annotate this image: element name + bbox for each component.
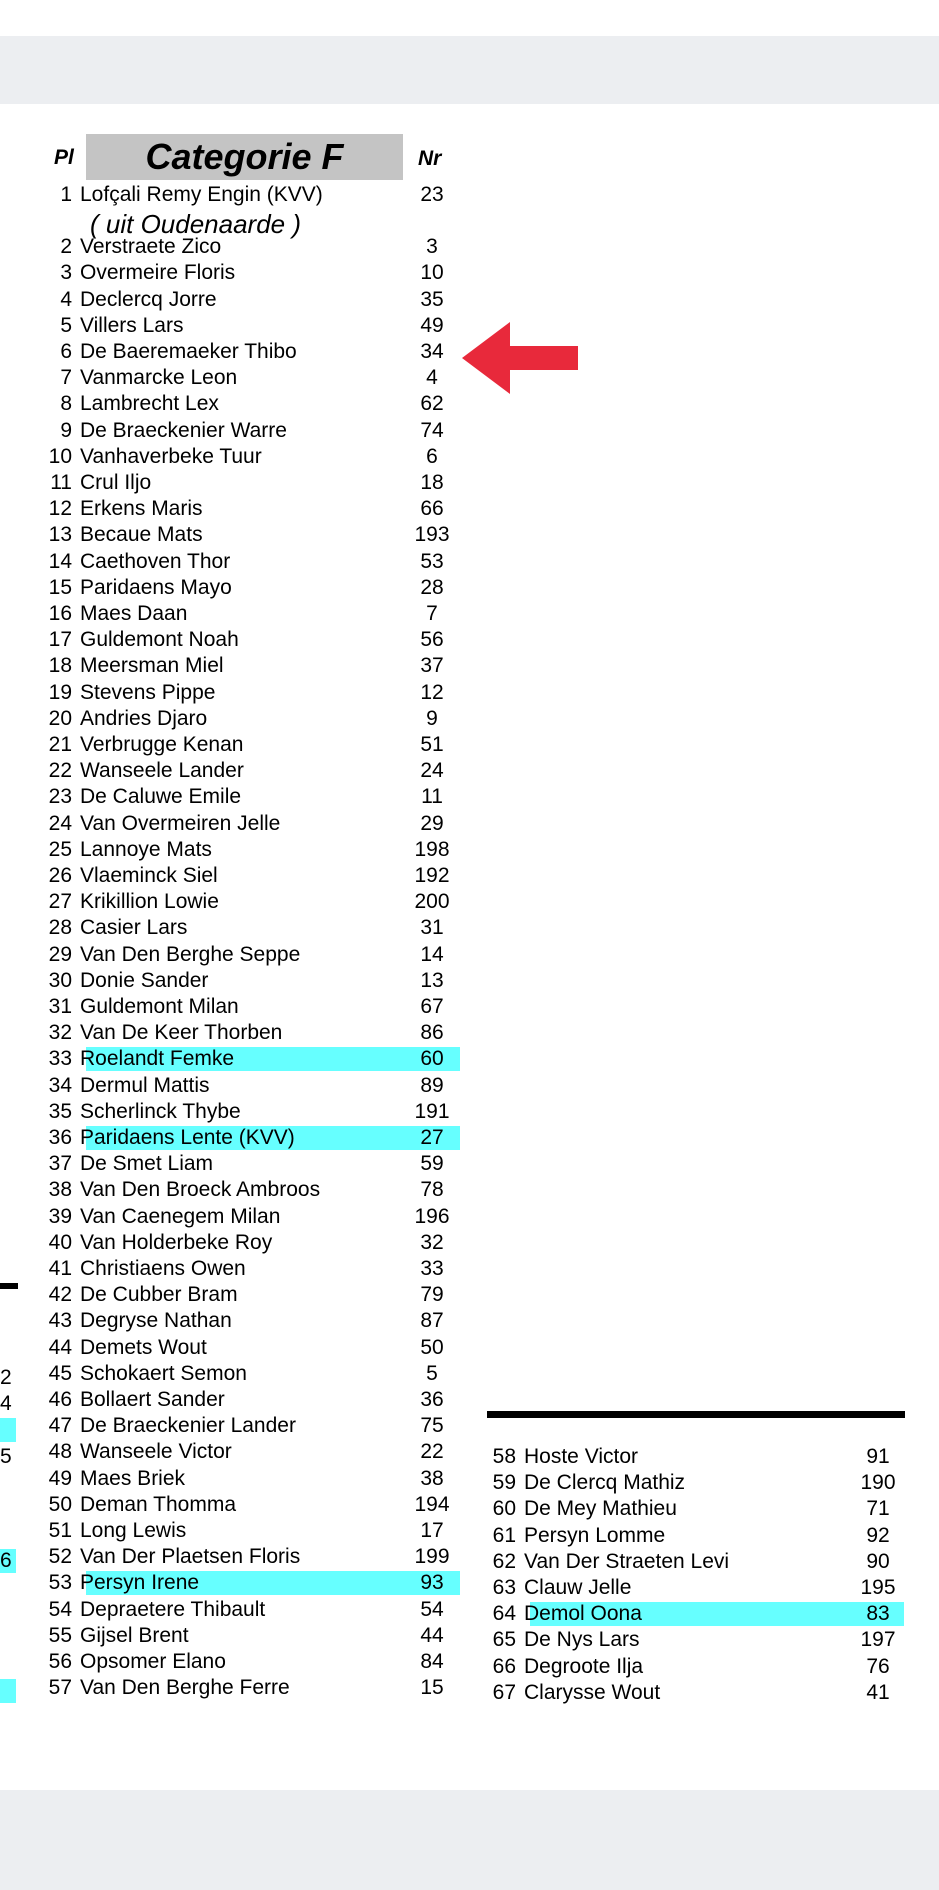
place-number: 43 [48, 1309, 72, 1333]
rider-name: De Smet Liam [80, 1152, 214, 1176]
bib-number: 54 [420, 1597, 444, 1621]
bib-number: 66 [420, 497, 444, 521]
place-number: 33 [48, 1047, 72, 1071]
place-number: 20 [48, 706, 72, 730]
place-number: 37 [48, 1152, 72, 1176]
result-row [44, 602, 464, 626]
rider-name: Persyn Lomme [524, 1523, 666, 1547]
place-number: 7 [60, 366, 72, 390]
bib-number: 197 [860, 1628, 896, 1652]
rider-name: Casier Lars [80, 916, 188, 940]
bib-number: 37 [420, 654, 444, 678]
place-number: 12 [48, 497, 72, 521]
rider-name: Andries Djaro [80, 706, 208, 730]
bib-number: 9 [426, 706, 438, 730]
result-row [488, 1576, 908, 1600]
result-row [44, 497, 464, 521]
bib-number: 13 [420, 968, 444, 992]
bib-number: 23 [420, 183, 444, 206]
place-number: 5 [60, 313, 72, 337]
place-number: 50 [48, 1492, 72, 1516]
rider-name: Degryse Nathan [80, 1309, 232, 1333]
rider-name: Maes Briek [80, 1466, 186, 1490]
rider-name: Becaue Mats [80, 523, 203, 547]
bib-number: 75 [420, 1414, 444, 1438]
rider-name: De Caluwe Emile [80, 785, 242, 809]
rider-name: Maes Daan [80, 602, 188, 625]
place-number: 16 [48, 602, 72, 625]
bib-number: 84 [420, 1650, 444, 1673]
place-number: 6 [60, 340, 72, 363]
bib-number: 22 [420, 1440, 444, 1464]
left-edge-fragment: 6 [0, 1549, 12, 1572]
place-number: 30 [48, 968, 72, 992]
rider-name: Villers Lars [80, 313, 184, 337]
bib-number: 3 [426, 235, 438, 259]
place-number: 26 [48, 864, 72, 887]
place-number: 56 [48, 1650, 72, 1673]
rider-name: Degroote Ilja [524, 1654, 644, 1678]
left-arrow-icon [462, 322, 578, 394]
result-row [488, 1524, 908, 1548]
rider-name: Lofçali Remy Engin (KVV) [80, 183, 323, 206]
result-row [488, 1655, 908, 1679]
place-number: 23 [48, 785, 72, 809]
rider-name: Donie Sander [80, 968, 209, 992]
place-number: 1 [60, 183, 72, 206]
rider-name: De Braeckenier Warre [80, 418, 287, 442]
result-row [44, 1021, 464, 1045]
rider-name: Roelandt Femke [80, 1047, 235, 1071]
result-row [44, 916, 464, 940]
result-row [44, 1257, 464, 1281]
left-edge-dash [0, 1283, 18, 1289]
place-number: 61 [492, 1523, 516, 1547]
bib-number: 7 [426, 602, 438, 625]
place-number: 57 [48, 1676, 72, 1700]
result-row [44, 1650, 464, 1674]
bib-number: 15 [420, 1676, 444, 1700]
result-row [488, 1445, 908, 1469]
place-number: 55 [48, 1623, 72, 1647]
place-number: 22 [48, 759, 72, 783]
result-row [44, 1676, 464, 1700]
result-row [44, 1126, 464, 1150]
top-band [0, 0, 939, 36]
place-number: 25 [48, 837, 72, 861]
rider-name: Van Caenegem Milan [80, 1204, 281, 1228]
place-number: 15 [48, 575, 72, 599]
rider-name: Guldemont Milan [80, 995, 239, 1018]
place-number: 31 [48, 995, 72, 1018]
result-row [44, 838, 464, 862]
result-row [488, 1681, 908, 1705]
result-row [44, 1152, 464, 1176]
bib-number: 91 [866, 1445, 890, 1468]
rider-name: Christiaens Owen [80, 1257, 246, 1280]
rider-name: Paridaens Lente (KVV) [80, 1126, 295, 1149]
place-number: 18 [48, 654, 72, 678]
result-row [44, 759, 464, 783]
rider-name: Demol Oona [524, 1602, 642, 1626]
result-row [44, 1100, 464, 1124]
place-number: 58 [492, 1445, 516, 1468]
left-edge-fragment: 2 [0, 1366, 12, 1389]
bib-number: 11 [421, 785, 443, 809]
rider-name: De Mey Mathieu [524, 1497, 677, 1521]
rider-name: De Braeckenier Lander [80, 1414, 296, 1438]
result-row [488, 1602, 908, 1626]
result-row [44, 733, 464, 757]
rider-name: Overmeire Floris [80, 261, 236, 285]
result-row [44, 864, 464, 888]
bib-number: 193 [414, 523, 450, 547]
place-number: 59 [492, 1471, 516, 1495]
bib-number: 74 [420, 418, 444, 442]
bib-number: 87 [420, 1309, 444, 1333]
result-row [44, 1493, 464, 1517]
bib-number: 196 [414, 1204, 450, 1228]
result-row [44, 366, 464, 390]
result-row [44, 1414, 464, 1438]
rider-name: Schokaert Semon [80, 1361, 247, 1385]
rider-name: Van Der Plaetsen Floris [80, 1545, 301, 1569]
result-row [44, 340, 464, 364]
rider-name: Depraetere Thibault [80, 1597, 266, 1621]
result-row [44, 1231, 464, 1255]
place-number: 9 [60, 418, 72, 442]
rider-name: Van Den Berghe Seppe [80, 942, 301, 966]
rider-name: Stevens Pippe [80, 680, 216, 704]
bib-number: 17 [420, 1519, 444, 1542]
place-number: 63 [492, 1576, 516, 1599]
result-row [44, 261, 464, 285]
place-number: 60 [492, 1497, 516, 1521]
result-row [44, 1624, 464, 1648]
bib-number: 31 [420, 916, 444, 940]
rider-name: De Cubber Bram [80, 1283, 238, 1307]
bib-number: 59 [420, 1152, 444, 1176]
rider-name: Lambrecht Lex [80, 392, 219, 416]
place-number: 36 [48, 1126, 72, 1149]
result-row [44, 707, 464, 731]
place-number: 21 [48, 733, 72, 756]
number-column-header: Nr [418, 147, 442, 170]
rider-name: De Nys Lars [524, 1628, 640, 1652]
place-number: 67 [492, 1680, 516, 1704]
place-number: 64 [492, 1602, 516, 1626]
bib-number: 60 [420, 1047, 444, 1071]
result-row [44, 1467, 464, 1491]
rider-name: Persyn Irene [80, 1571, 200, 1595]
bib-number: 86 [420, 1021, 444, 1045]
result-row [44, 1571, 464, 1595]
bib-number: 53 [420, 549, 444, 573]
rider-name: Opsomer Elano [80, 1650, 226, 1673]
place-number: 44 [48, 1335, 72, 1359]
place-number: 19 [48, 680, 72, 704]
rider-name: Meersman Miel [80, 654, 224, 678]
place-number: 17 [48, 628, 72, 652]
place-number: 51 [48, 1519, 72, 1542]
bib-number: 34 [420, 340, 444, 363]
place-number: 13 [48, 523, 72, 547]
bib-number: 51 [420, 733, 444, 756]
bib-number: 14 [420, 942, 444, 966]
place-column-header: Pl [54, 146, 74, 169]
left-edge-highlight [0, 1418, 16, 1442]
place-number: 45 [48, 1361, 72, 1385]
place-number: 8 [60, 392, 72, 416]
place-number: 41 [48, 1257, 72, 1280]
result-row [44, 681, 464, 705]
bib-number: 49 [420, 313, 444, 337]
place-number: 49 [48, 1466, 72, 1490]
place-number: 47 [48, 1414, 72, 1438]
bib-number: 192 [414, 864, 450, 887]
bib-number: 78 [420, 1178, 444, 1202]
rider-name: Bollaert Sander [80, 1388, 225, 1411]
category-title: Categorie F [86, 134, 403, 180]
bib-number: 18 [420, 471, 444, 494]
rider-name: De Clercq Mathiz [524, 1471, 686, 1495]
place-number: 27 [48, 890, 72, 914]
bib-number: 24 [420, 759, 444, 783]
place-number: 38 [48, 1178, 72, 1202]
rider-name: Verbrugge Kenan [80, 733, 244, 756]
rider-name: De Baeremaeker Thibo [80, 340, 297, 363]
rider-name: Verstraete Zico [80, 235, 222, 259]
bib-number: 76 [866, 1654, 890, 1678]
result-row [44, 890, 464, 914]
bib-number: 35 [420, 287, 444, 311]
bib-number: 62 [420, 392, 444, 416]
rider-name: Demets Wout [80, 1335, 207, 1359]
place-number: 34 [48, 1073, 72, 1097]
rider-name: Scherlinck Thybe [80, 1099, 241, 1123]
rider-name: Caethoven Thor [80, 549, 231, 573]
bib-number: 199 [414, 1545, 450, 1569]
result-row [44, 1336, 464, 1360]
rider-name: Long Lewis [80, 1519, 187, 1542]
rider-name: Hoste Victor [524, 1445, 638, 1468]
rider-name: Guldemont Noah [80, 628, 239, 652]
result-row [44, 392, 464, 416]
result-row [44, 1047, 464, 1071]
result-row [488, 1471, 908, 1495]
place-number: 46 [48, 1388, 72, 1411]
result-row [44, 1178, 464, 1202]
result-row [44, 523, 464, 547]
bib-number: 93 [420, 1571, 444, 1595]
place-number: 24 [48, 811, 72, 835]
rider-name: Krikillion Lowie [80, 890, 219, 914]
result-row [44, 654, 464, 678]
bib-number: 50 [420, 1335, 444, 1359]
bib-number: 32 [420, 1230, 444, 1254]
place-number: 39 [48, 1204, 72, 1228]
bib-number: 29 [420, 811, 444, 835]
bib-number: 67 [420, 995, 444, 1018]
bib-number: 200 [414, 890, 450, 914]
bib-number: 10 [420, 261, 444, 285]
rider-name: Wanseele Victor [80, 1440, 232, 1464]
left-edge-highlight [0, 1549, 16, 1573]
rider-name: Vlaeminck Siel [80, 864, 218, 887]
result-row [44, 1388, 464, 1412]
origin-note: ( uit Oudenaarde ) [90, 209, 302, 239]
place-number: 3 [60, 261, 72, 285]
bib-number: 41 [866, 1680, 890, 1704]
rider-name: Clarysse Wout [524, 1680, 661, 1704]
rider-name: Van Overmeiren Jelle [80, 811, 281, 835]
place-number: 66 [492, 1654, 516, 1678]
result-row [44, 1362, 464, 1386]
result-row [44, 550, 464, 574]
result-row [44, 576, 464, 600]
bib-number: 190 [860, 1471, 896, 1495]
result-row [44, 1205, 464, 1229]
result-row [44, 628, 464, 652]
rider-name: Van Den Broeck Ambroos [80, 1178, 321, 1202]
result-row [488, 1628, 908, 1652]
rider-name: Clauw Jelle [524, 1576, 632, 1599]
left-edge-highlight [0, 1679, 16, 1703]
rider-name: Dermul Mattis [80, 1073, 210, 1097]
rider-name: Van De Keer Thorben [80, 1021, 283, 1045]
rider-name: Wanseele Lander [80, 759, 244, 783]
bib-number: 195 [860, 1576, 896, 1599]
bib-number: 198 [414, 837, 450, 861]
bib-number: 71 [866, 1497, 890, 1521]
left-edge-fragment: 4 [0, 1392, 12, 1415]
result-row [44, 1283, 464, 1307]
rider-name: Paridaens Mayo [80, 575, 232, 599]
place-number: 48 [48, 1440, 72, 1464]
result-row [44, 314, 464, 338]
left-edge-fragment: 5 [0, 1445, 12, 1468]
bib-number: 89 [420, 1073, 444, 1097]
rider-name: Van Der Straeten Levi [524, 1549, 730, 1573]
bib-number: 12 [420, 680, 444, 704]
bib-number: 92 [866, 1523, 890, 1547]
result-row [44, 1074, 464, 1098]
bib-number: 83 [866, 1602, 890, 1626]
bib-number: 56 [420, 628, 444, 652]
rider-name: Van Holderbeke Roy [80, 1230, 273, 1254]
place-number: 11 [50, 471, 72, 494]
bib-number: 191 [414, 1099, 450, 1123]
result-row [44, 1440, 464, 1464]
rider-name: Declercq Jorre [80, 287, 217, 311]
result-row [44, 969, 464, 993]
place-number: 29 [48, 942, 72, 966]
bib-number: 6 [426, 444, 438, 468]
bib-number: 194 [414, 1492, 450, 1516]
result-row [44, 183, 464, 207]
rider-name: Vanhaverbeke Tuur [80, 444, 262, 468]
place-number: 53 [48, 1571, 72, 1595]
result-row [44, 785, 464, 809]
place-number: 32 [48, 1021, 72, 1045]
result-row [44, 995, 464, 1019]
bib-number: 36 [420, 1388, 444, 1411]
bib-number: 79 [420, 1283, 444, 1307]
result-row [44, 1598, 464, 1622]
place-number: 54 [48, 1597, 72, 1621]
result-row [44, 812, 464, 836]
result-row [44, 1545, 464, 1569]
section-divider [487, 1411, 905, 1418]
place-number: 14 [48, 549, 72, 573]
result-row [44, 419, 464, 443]
rider-name: Crul Iljo [80, 471, 152, 494]
result-row [44, 1309, 464, 1333]
place-number: 40 [48, 1230, 72, 1254]
rider-name: Erkens Maris [80, 497, 203, 521]
place-number: 62 [492, 1549, 516, 1573]
rider-name: Lannoye Mats [80, 837, 212, 861]
place-number: 42 [48, 1283, 72, 1307]
result-row [488, 1497, 908, 1521]
place-number: 10 [48, 444, 72, 468]
place-number: 65 [492, 1628, 516, 1652]
place-number: 52 [48, 1545, 72, 1569]
bib-number: 44 [420, 1623, 444, 1647]
result-row [44, 288, 464, 312]
bib-number: 33 [420, 1257, 444, 1280]
place-number: 4 [60, 287, 72, 311]
place-number: 28 [48, 916, 72, 940]
result-row [44, 1519, 464, 1543]
rider-name: Vanmarcke Leon [80, 366, 238, 390]
result-row [488, 1550, 908, 1574]
bib-number: 5 [426, 1361, 438, 1385]
place-number: 35 [48, 1099, 72, 1123]
rider-name: Gijsel Brent [80, 1623, 189, 1647]
bib-number: 38 [420, 1466, 444, 1490]
place-number: 2 [60, 235, 72, 259]
rider-name: Van Den Berghe Ferre [80, 1676, 290, 1700]
result-row [44, 471, 464, 495]
bib-number: 28 [420, 575, 444, 599]
result-row [44, 943, 464, 967]
result-row [44, 445, 464, 469]
bib-number: 4 [426, 366, 438, 390]
rider-name: Deman Thomma [80, 1492, 237, 1516]
bib-number: 90 [866, 1549, 890, 1573]
bib-number: 27 [420, 1126, 444, 1149]
